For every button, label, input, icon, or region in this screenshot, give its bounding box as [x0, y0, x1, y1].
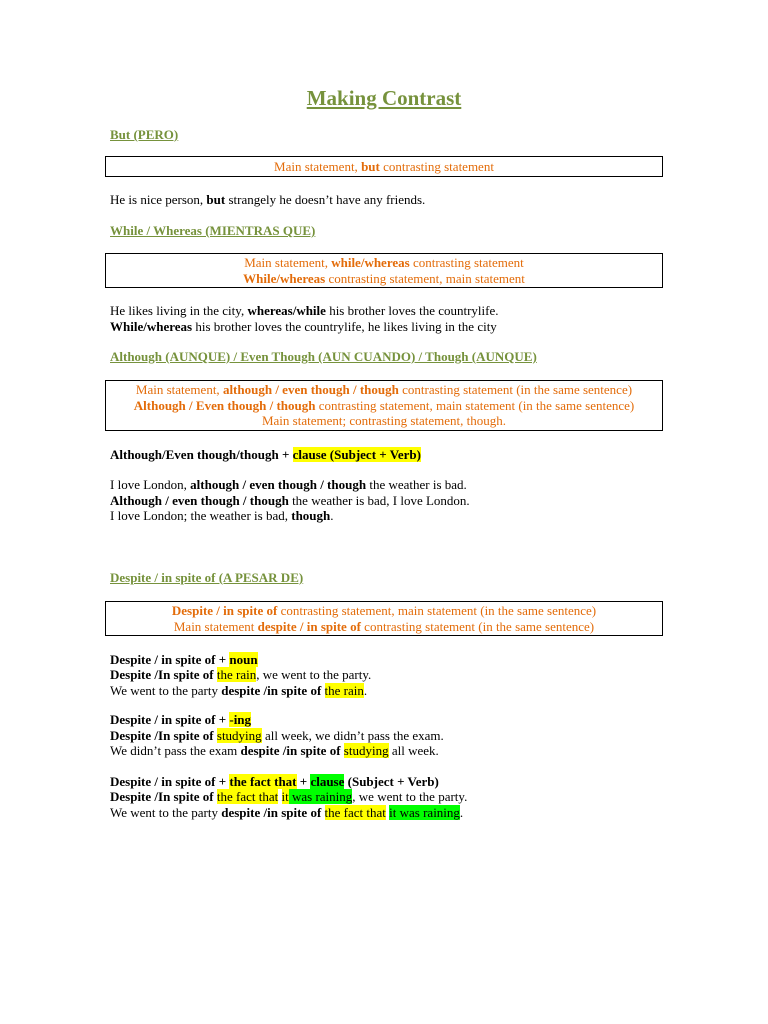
example-sentence: Despite /In spite of studying all week, we didn’t pass the exam.	[110, 728, 444, 743]
rule-box-despite	[105, 601, 663, 636]
rule-box-while	[105, 253, 663, 288]
grammar-rule: Despite / in spite of + the fact that + clause (Subject + Verb)	[110, 774, 439, 789]
example-sentence: He is nice person, but strangely he doesn’t have any friends.	[110, 192, 426, 207]
grammar-rule: Although/Even though/though + clause (Subject + Verb)	[110, 447, 421, 462]
example-sentence: Although / even though / though the weather is bad, I love London.	[110, 493, 470, 508]
heading-despite: Despite / in spite of (A PESAR DE)	[110, 570, 304, 585]
box-line: Despite / in spite of contrasting statement, main statement (in the same sentence)	[171, 603, 597, 618]
example-sentence: Despite /In spite of the fact that it was raining, we went to the party.	[110, 789, 468, 804]
box-line: Main statement, although / even though / though contrasting statement (in the same sentence)	[135, 382, 633, 398]
example-sentence: I love London; the weather is bad, though.	[110, 508, 334, 523]
example-sentence: Despite /In spite of the rain, we went to the party.	[110, 667, 372, 682]
box-line: Main statement, but contrasting statement	[274, 158, 494, 174]
example-sentence: I love London, although / even though / though the weather is bad.	[110, 477, 467, 492]
grammar-rule: Despite / in spite of + noun	[110, 652, 258, 667]
rule-box-but	[105, 156, 663, 177]
example-sentence: We went to the party despite /in spite of the rain.	[110, 683, 368, 698]
example-sentence: We didn’t pass the exam despite /in spite of studying all week.	[110, 743, 439, 758]
grammar-rule: Despite / in spite of + -ing	[110, 712, 252, 727]
example-sentence: He likes living in the city, whereas/while his brother loves the countrylife.	[110, 303, 499, 318]
box-line: Main statement, while/whereas contrasting statement	[244, 255, 524, 270]
heading-but: But (PERO)	[110, 127, 179, 142]
box-line: Main statement; contrasting statement, though.	[261, 413, 507, 429]
heading-while: While / Whereas (MIENTRAS QUE)	[110, 223, 316, 238]
box-line: Although / Even though / though contrasting statement, main statement (in the same sentence)	[133, 397, 635, 413]
heading-although: Although (AUNQUE) / Even Though (AUN CUANDO) / Though (AUNQUE)	[110, 349, 537, 364]
box-line: Main statement despite / in spite of contrasting statement (in the same sentence)	[173, 618, 595, 634]
page-title: Making Contrast	[306, 86, 462, 110]
rule-box-although	[105, 380, 663, 431]
box-line: While/whereas contrasting statement, main statement	[243, 270, 525, 286]
example-sentence: While/whereas his brother loves the countrylife, he likes living in the city	[110, 319, 497, 334]
example-sentence: We went to the party despite /in spite of the fact that it was raining.	[110, 805, 464, 820]
